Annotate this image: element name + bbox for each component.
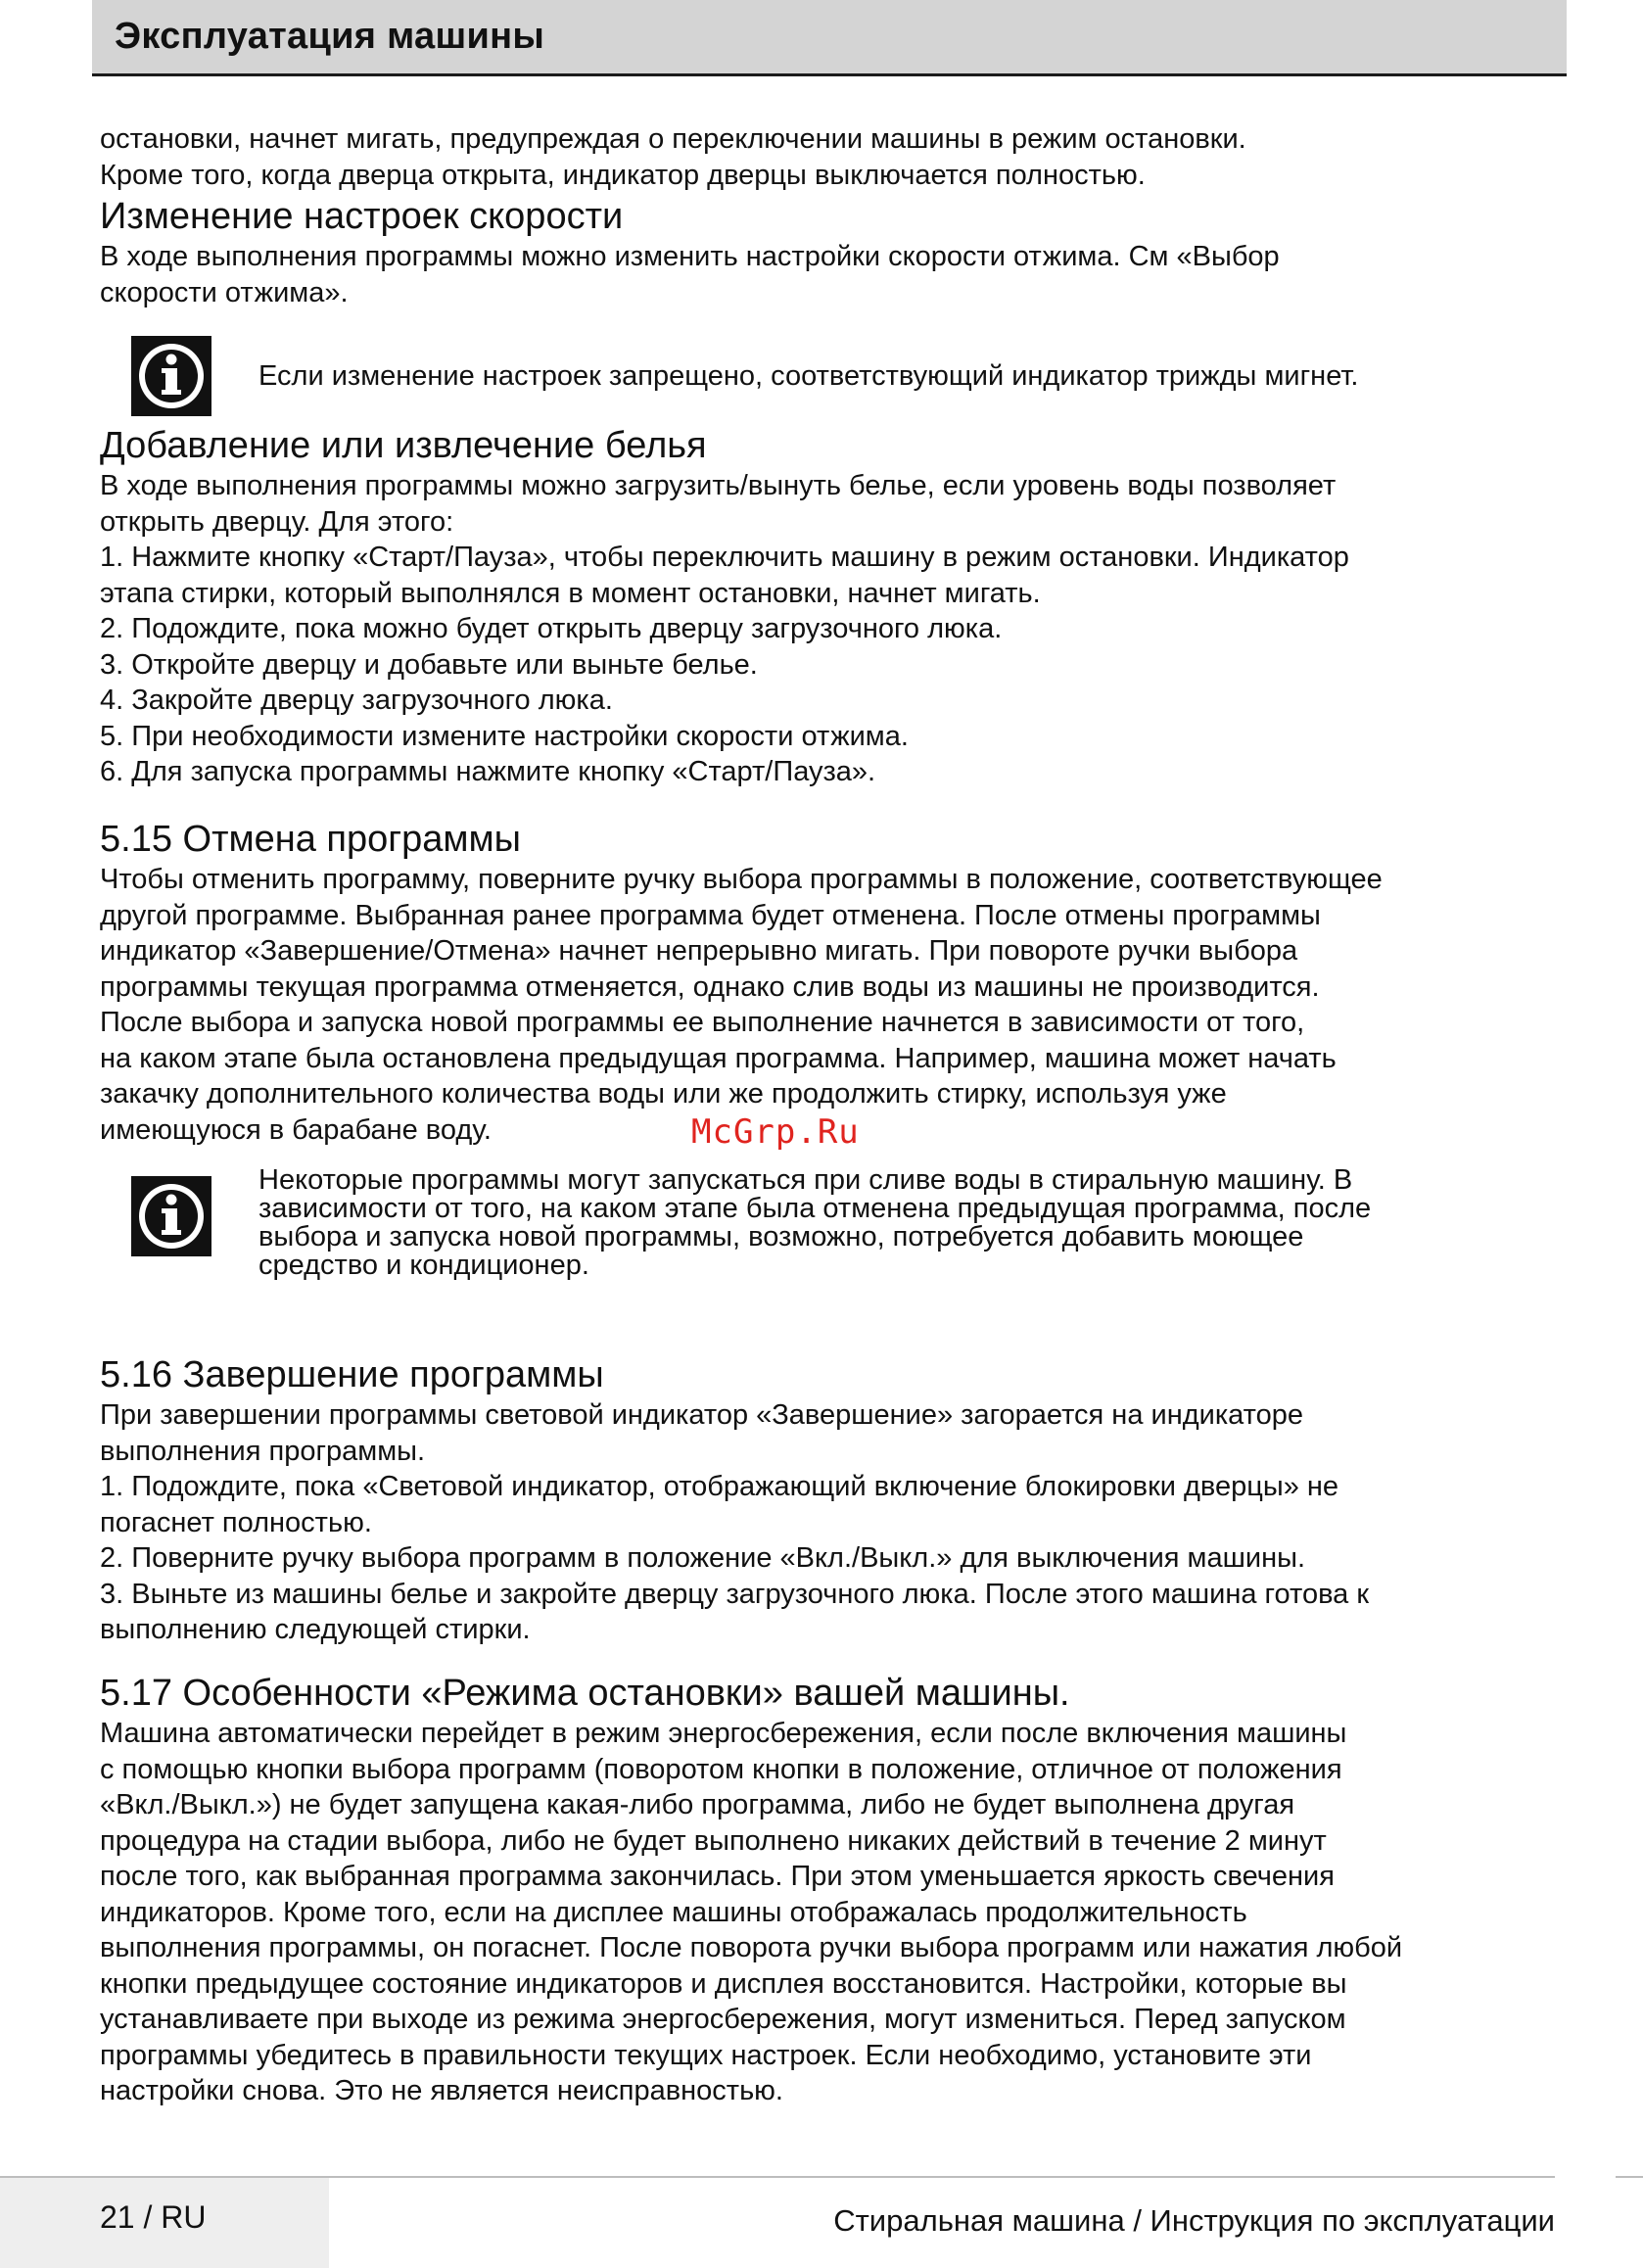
- text-line: программы текущая программа отменяется, однако слив воды из машины не производится.: [100, 970, 1320, 1003]
- text-line: 6. Для запуска программы нажмите кнопку «Старт/Пауза».: [100, 756, 876, 787]
- text-line: устанавливаете при выходе из режима энергосбережения, могут измениться. Перед запуском: [100, 2004, 1346, 2035]
- text-line: выполнения программы.: [100, 1435, 426, 1467]
- text-line: «Вкл./Выкл.») не будет запущена какая-либо программа, либо не будет выполнена другая: [100, 1789, 1295, 1820]
- text-line: выполнению следующей стирки.: [100, 1614, 531, 1645]
- info-icon: [131, 1176, 211, 1256]
- text-line: 3. Выньте из машины белье и закройте дверцу загрузочного люка. После этого машина готова к: [100, 1578, 1370, 1610]
- text-line: 1. Нажмите кнопку «Старт/Пауза», чтобы переключить машину в режим остановки. Индикатор: [100, 542, 1349, 573]
- section-5-16: [100, 1352, 1539, 1648]
- note-line: выбора и запуска новой программы, возможно, потребуется добавить моющее: [258, 1221, 1304, 1252]
- text-line: Машина автоматически перейдет в режим энергосбережения, если после включения машины: [100, 1718, 1347, 1749]
- cancel-note: [258, 1166, 1531, 1280]
- text-line: имеющуюся в барабане воду.: [100, 1113, 492, 1146]
- text-line: индикатор «Завершение/Отмена» начнет непрерывно мигать. При повороте ручки выбора: [100, 935, 1298, 967]
- text-line: погаснет полностью.: [100, 1506, 372, 1538]
- text-line: на каком этапе была остановлена предыдущая программа. Например, машина может начать: [100, 1042, 1337, 1074]
- text-line: открыть дверцу. Для этого:: [100, 505, 454, 538]
- watermark: McGrp.Ru: [691, 1112, 860, 1152]
- text-line: этапа стирки, который выполнялся в момент остановки, начнет мигать.: [100, 577, 1041, 609]
- section-heading: 5.17 Особенности «Режима остановки» вашей машины.: [100, 1673, 1070, 1714]
- text-line: Чтобы отменить программу, поверните ручку выбора программы в положение, соответствующее: [100, 864, 1383, 895]
- text-line: Кроме того, когда дверца открыта, индикатор дверцы выключается полностью.: [100, 159, 1146, 191]
- laundry-section: [100, 423, 1539, 790]
- info-icon: [131, 336, 211, 416]
- text-line: после того, как выбранная программа закончилась. При этом уменьшается яркость свечения: [100, 1861, 1335, 1892]
- note-line: зависимости от того, на каком этапе была отменена предыдущая программа, после: [258, 1193, 1372, 1224]
- text-line: программы убедитесь в правильности текущих настроек. Если необходимо, установите эти: [100, 2039, 1312, 2071]
- text-line: процедура на стадии выбора, либо не будет выполнено никаких действий в течение 2 минут: [100, 1824, 1327, 1857]
- text-line: с помощью кнопки выбора программ (поворотом кнопки в положение, отличное от положения: [100, 1753, 1342, 1785]
- footer-title: Стиральная машина / Инструкция по эксплуатации: [833, 2203, 1555, 2238]
- speed-heading: Изменение настроек скорости: [100, 196, 624, 237]
- footer-divider-tick: [1616, 2176, 1643, 2178]
- text-line: При завершении программы световой индикатор «Завершение» загорается на индикаторе: [100, 1399, 1304, 1431]
- speed-note: Если изменение настроек запрещено, соответствующий индикатор трижды мигнет.: [258, 360, 1359, 392]
- text-line: 2. Подождите, пока можно будет открыть дверцу загрузочного люка.: [100, 613, 1003, 644]
- text-line: 5. При необходимости измените настройки скорости отжима.: [100, 720, 909, 752]
- text-line: В ходе выполнения программы можно изменить настройки скорости отжима. См «Выбор: [100, 241, 1280, 272]
- text-line: 3. Откройте дверцу и добавьте или выньте белье.: [100, 648, 758, 681]
- note-line: средство и кондиционер.: [258, 1250, 589, 1281]
- text-line: 4. Закройте дверцу загрузочного люка.: [100, 685, 613, 716]
- laundry-heading: Добавление или извлечение белья: [100, 425, 707, 466]
- text-line: выполнения программы, он погаснет. После поворота ручки выбора программ или нажатия любой: [100, 1932, 1403, 1963]
- text-line: другой программе. Выбранная ранее программа будет отменена. После отмены программы: [100, 899, 1321, 931]
- section-5-17: [100, 1671, 1539, 2109]
- note-line: Некоторые программы могут запускаться при сливе воды в стиральную машину. В: [258, 1164, 1353, 1196]
- section-heading: 5.16 Завершение программы: [100, 1354, 604, 1395]
- text-line: скорости отжима».: [100, 276, 349, 308]
- text-line: индикаторов. Кроме того, если на дисплее машины отображалась продолжительность: [100, 1896, 1247, 1928]
- text-line: настройки снова. Это не является неисправностью.: [100, 2075, 783, 2106]
- text-line: После выбора и запуска новой программы ее выполнение начнется в зависимости от того,: [100, 1007, 1305, 1038]
- text-line: В ходе выполнения программы можно загрузить/вынуть белье, если уровень воды позволяет: [100, 470, 1337, 501]
- intro-paragraph: [100, 121, 1539, 193]
- text-line: 1. Подождите, пока «Световой индикатор, отображающий включение блокировки дверцы» не: [100, 1471, 1339, 1502]
- page-title: Эксплуатация машины: [115, 16, 545, 57]
- section-5-15: [100, 817, 1539, 1148]
- text-line: остановки, начнет мигать, предупреждая о переключении машины в режим остановки.: [100, 123, 1246, 155]
- text-line: 2. Поверните ручку выбора программ в положение «Вкл./Выкл.» для выключения машины.: [100, 1542, 1305, 1574]
- section-heading: 5.15 Отмена программы: [100, 819, 521, 860]
- page-number: 21 / RU: [100, 2199, 207, 2235]
- text-line: закачку дополнительного количества воды или же продолжить стирку, используя уже: [100, 1078, 1227, 1110]
- speed-section: [100, 194, 1539, 310]
- text-line: кнопки предыдущее состояние индикаторов и дисплея восстановится. Настройки, которые вы: [100, 1967, 1347, 2000]
